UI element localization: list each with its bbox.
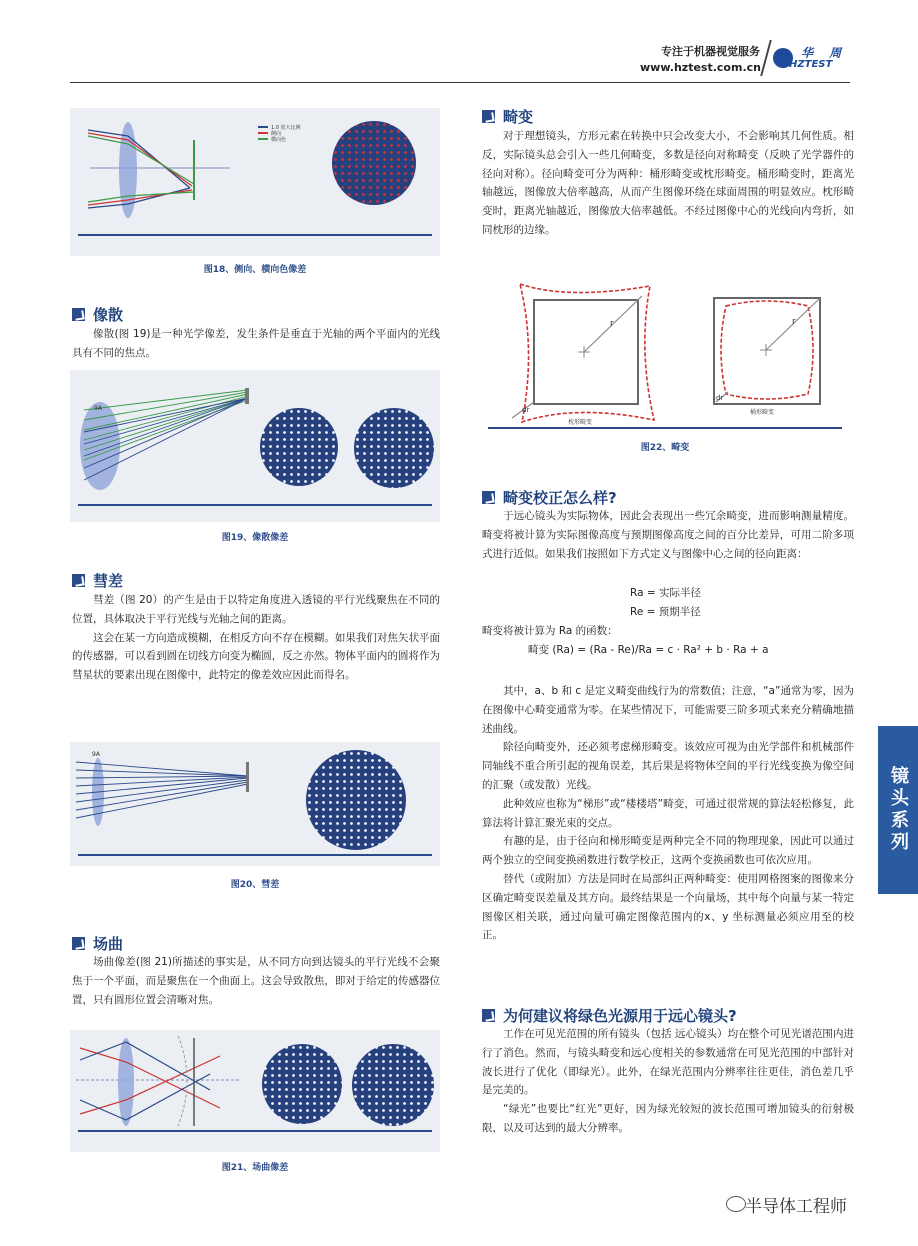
figure-22-left-label: 枕形畸变 <box>568 419 593 426</box>
distortion-correction-body <box>482 682 854 945</box>
figure-22-right-label: 桶形畸变 <box>750 409 775 416</box>
paragraph: 除径向畸变外，还必须考虑梯形畸变。该效应可视为由光学部件和机械部件同轴线不重合所引起的视角误差，其后果是将物体空间的平行光线变换为像空间的汇聚（或发散）光线。 <box>482 741 854 791</box>
figure-20-caption: 图20、彗差 <box>230 880 280 890</box>
section-check-icon <box>72 937 85 950</box>
section-field-curvature-heading <box>72 933 123 954</box>
figure-19 <box>70 370 440 522</box>
figure-rule <box>78 234 432 236</box>
section-check-icon <box>482 110 495 123</box>
figure-18-spot-diagram <box>332 121 416 205</box>
figure-rule <box>78 854 432 856</box>
paragraph: 其中，a、b 和 c 是定义畸变曲线行为的常数值；注意，“a”通常为零，因为在图像中心畸变通常为零。在某些情况下，可能需要三阶多项式来充分精确地描述曲线。 <box>482 685 854 735</box>
figure-rule <box>78 504 432 506</box>
figure-22-r-label-left: r <box>610 319 614 329</box>
paragraph: 替代（或附加）方法是同时在局部纠正两种畸变：使用网格图案的图像来分区确定畸变误差量及其方向。最终结果是一个向量场，其中每个向量与某一特定图像区相关联，通过向量可确定图像范围内的x、y 坐标测量必须应用至的校正。 <box>482 872 854 942</box>
paragraph: 有趣的是，由于径向和梯形畸变是两种完全不同的物理现象，因此可以通过两个独立的空间变换函数进行数学校正，这两个变换函数也可依次应用。 <box>482 835 854 867</box>
section-title: 彗差 <box>93 572 124 590</box>
paragraph: 像散(图 19)是一种光学像差，发生条件是垂直于光轴的两个平面内的光线具有不同的焦点。 <box>72 328 440 359</box>
wechat-icon <box>726 1196 746 1212</box>
header-divider <box>760 40 772 76</box>
section-check-icon <box>482 1009 495 1022</box>
distortion-text <box>482 127 854 240</box>
figure-19-spot-diagram-left <box>260 408 338 486</box>
section-coma-heading <box>72 570 123 591</box>
figure-rule <box>78 1130 432 1132</box>
figure-21 <box>70 1030 440 1152</box>
paragraph: 彗差（图 20）的产生是由于以特定角度进入透镜的平行光线聚焦在不同的位置，具体取决于平行光线与光轴之间的距离。 <box>72 594 440 625</box>
logo-en-text: HZTEST <box>789 59 833 70</box>
distortion-formula: 畸变 (Ra) = (Ra - Re)/Ra = c · Ra² + b · Ra + a <box>528 644 769 656</box>
section-title: 畸变 <box>503 108 534 126</box>
figure-20-lens-diagram <box>70 742 270 852</box>
distortion-correction-intro <box>482 507 854 563</box>
figure-20-spot-diagram <box>306 750 406 850</box>
header-tagline-text: 专注于机器视觉服务 <box>661 45 760 58</box>
figure-18-legend-item: 1.0 放大比例 <box>271 125 301 131</box>
figure-22-dr-label-left: dr <box>522 406 530 414</box>
section-title: 像散 <box>93 306 124 324</box>
paragraph: 这会在某一方向造成模糊，在相反方向不存在模糊。如果我们对焦矢状平面的传感器，可以看到圆在切线方向变为椭圆，反之亦然。物体平面内的圆将作为彗星状的要素出现在图像中，此特定的像差效应因此而得名。 <box>72 631 440 682</box>
lens-series-tab[interactable]: 镜头系列 <box>878 726 918 894</box>
figure-21-lens-diagram <box>70 1030 270 1140</box>
paragraph: 此种效应也称为“梯形”或“楼楼塔”畸变，可通过很常规的算法轻松修复，此算法将计算汇聚光束的交点。 <box>482 797 854 829</box>
section-title: 为何建议将绿色光源用于远心镜头? <box>503 1007 737 1025</box>
re-definition: Re = 预期半径 <box>630 606 701 618</box>
figure-22-caption: 图22、畸变 <box>640 443 690 453</box>
section-check-icon <box>482 491 495 504</box>
paragraph: 于远心镜头为实际物体，因此会表现出一些冗余畸变，进而影响测量精度。畸变将被计算为实际图像高度与预期图像高度之间的百分比差异，可用二阶多项式进行近似。如果我们按照如下方式定义与图像中心之间的径向距离： <box>482 510 854 560</box>
company-logo <box>773 44 853 74</box>
figure-22 <box>482 278 854 434</box>
section-title: 畸变校正怎么样? <box>503 489 617 507</box>
figure-18-legend-item: 横向色 <box>271 137 287 143</box>
figure-19-lens-diagram <box>70 370 270 500</box>
watermark-text: 半导体工程师 <box>745 1197 847 1217</box>
figure-20 <box>70 742 440 866</box>
figure-22-dr-label-right: dr <box>716 394 724 402</box>
figure-22-r-label-right: r <box>792 317 796 327</box>
figure-21-spot-diagram-left <box>262 1044 342 1124</box>
figure-22-distortion-diagram <box>482 278 854 434</box>
field-curvature-text <box>72 953 440 1009</box>
section-check-icon <box>72 308 85 321</box>
coma-text <box>72 591 440 685</box>
figure-21-spot-diagram-right <box>352 1044 434 1126</box>
section-green-light-heading <box>482 1005 737 1026</box>
green-light-text <box>482 1025 854 1138</box>
figure-18-legend-item: 侧向 <box>271 131 282 137</box>
header-tagline <box>640 44 760 76</box>
section-check-icon <box>72 574 85 587</box>
figure-19-spot-diagram-right <box>354 408 434 488</box>
section-distortion-heading <box>482 106 533 127</box>
section-astigmatism-heading <box>72 304 123 325</box>
paragraph: 工作在可见光范围的所有镜头（包括 远心镜头）均在整个可见光谱范围内进行了消色。然而，与镜头畸变和远心度相关的参数通常在可见光范围的中部针对波长进行了优化（即绿光）。此外，在绿光范围内分辨率往往更佳，消色差几乎是完美的。 <box>482 1028 854 1097</box>
paragraph: 对于理想镜头，方形元素在转换中只会改变大小，不会影响其几何性质。相反，实际镜头总会引入一些几何畸变，多数是径向对称畸变（反映了光学器件的径向对称）。径向畸变可分为两种：桶形畸变或枕形畸变。桶形畸变时，距离光轴越远，图像放大倍率越高，从而产生图像环绕在球面周围的明显效应。枕形畸变时，距离光轴越近，图像放大倍率越低。不经过图像中心的光线向内弯折，如同枕形的边缘。 <box>482 130 854 236</box>
calc-line: 畸变将被计算为 Ra 的函数： <box>482 625 618 637</box>
astigmatism-text <box>72 325 440 363</box>
logo-cn-text: 华 周 <box>801 46 848 60</box>
paragraph: “绿光”也要比“红光”更好，因为绿光较短的波长范围可增加镜头的衍射极限，以及可达到的最大分辨率。 <box>482 1103 854 1134</box>
figure-19-caption: 图19、像散像差 <box>221 533 289 543</box>
figure-21-caption: 图21、场曲像差 <box>221 1163 289 1173</box>
figure-18-caption: 图18、侧向、横向色像差 <box>203 265 307 275</box>
ra-definition: Ra = 实际半径 <box>630 587 701 599</box>
section-title: 场曲 <box>93 935 124 953</box>
figure-20-label: 9A <box>92 751 100 758</box>
header-rule <box>70 82 850 83</box>
figure-18 <box>70 108 440 256</box>
section-distortion-correction-heading <box>482 487 617 508</box>
header-url[interactable]: www.hztest.com.cn <box>640 61 761 74</box>
figure-19-label: 9A <box>94 405 102 412</box>
paragraph: 场曲像差(图 21)所描述的事实是，从不同方向到达镜头的平行光线不会聚焦于一个平面，而是聚焦在一个曲面上。这会导致散焦，即对于给定的传感器位置，只有圆形位置会清晰对焦。 <box>72 956 440 1006</box>
